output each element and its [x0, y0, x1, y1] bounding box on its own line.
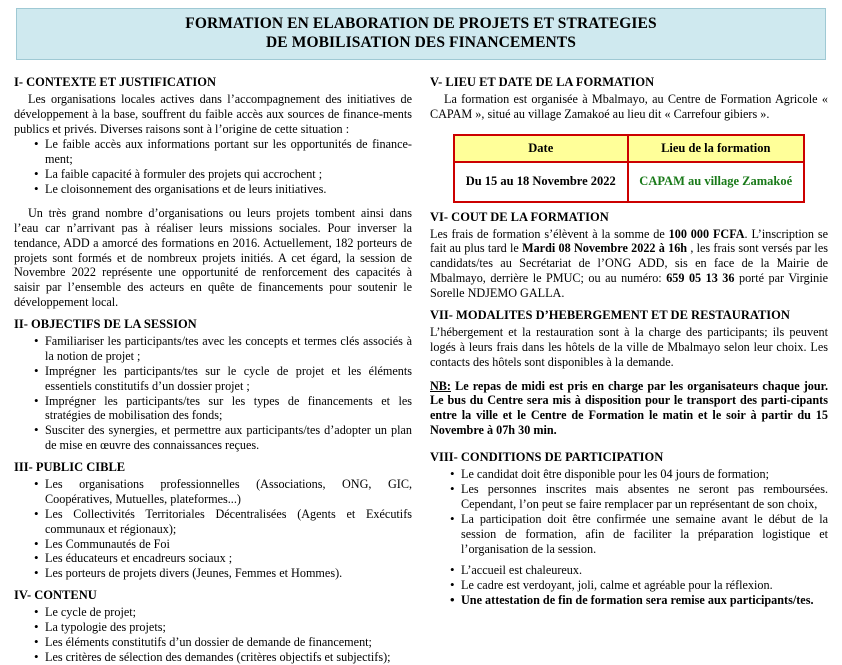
lieu-date-paragraph: La formation est organisée à Mbalmayo, au Centre de Formation Agricole « CAPAM », situé au village Zamakoé au lieu dit « Carrefour gibiers ». [430, 91, 828, 121]
section-heading-lieu-date: V- LIEU ET DATE DE LA FORMATION [430, 74, 655, 89]
section-heading-contenu: IV- CONTENU [14, 588, 97, 603]
section-heading-cout: VI- COUT DE LA FORMATION [430, 209, 609, 224]
list-item: • Le cycle de projet; [34, 605, 412, 620]
list-item: • Les porteurs de projets divers (Jeunes, Femmes et Hommes). [34, 566, 412, 581]
conditions-bullet-list-2 [430, 563, 828, 608]
section-heading-public-cible: III- PUBLIC CIBLE [14, 460, 126, 474]
section-heading-hebergement: VII- MODALITES D’HEBERGEMENT ET DE RESTAURATION [430, 307, 790, 322]
lieu-date-table [453, 134, 805, 203]
list-item: • Les éléments constitutifs d’un dossier de demande de financement; [34, 635, 412, 650]
cout-paragraph [430, 227, 828, 301]
list-item: • Les organisations professionnelles (Associations, ONG, GIC, Coopératives, Mutuelles, plateformes...) [34, 477, 412, 507]
document-title-banner [16, 8, 826, 60]
list-spacer [430, 556, 828, 562]
public-cible-bullet-list [14, 477, 412, 581]
right-column [430, 68, 828, 608]
cout-phone-number: 659 05 13 36 [666, 271, 735, 286]
list-item: • Le cadre est verdoyant, joli, calme et agréable pour la réflexion. [450, 578, 828, 593]
contenu-bullet-list [14, 605, 412, 665]
list-item-attestation: • Une attestation de fin de formation sera remise aux participants/tes. [450, 593, 828, 608]
section-heading-conditions: VIII- CONDITIONS DE PARTICIPATION [430, 450, 664, 465]
hebergement-paragraph: L’hébergement et la restauration sont à la charge des participants; ils peuvent logés à leurs frais dans les hôtels de la ville de Mbalmayo selon leur choix. Les contacts des hôtels sont disponibles à la demande. [430, 324, 828, 369]
title-line-1: FORMATION EN ELABORATION DE PROJETS ET STRATEGIES [185, 15, 657, 32]
table-header-lieu: Lieu de la formation [628, 135, 805, 162]
list-item: • Familiariser les participants/tes avec les concepts et termes clés associés à la notion de projet ; [34, 334, 412, 364]
cout-text-g: porté par Virginie Sorelle NDJEMO GALLA. [430, 271, 829, 300]
list-item: • Les personnes inscrites mais absentes ne seront pas remboursées. Cependant, l’on peut se faire remplacer par un représentant de son choix, [450, 482, 828, 512]
left-column [14, 68, 412, 665]
two-column-body [14, 68, 828, 665]
objectifs-bullet-list [14, 334, 412, 453]
list-item: • Les Communautés de Foi [34, 537, 412, 552]
contexte-bullet-list [14, 137, 412, 197]
conditions-bullet-list [430, 467, 828, 556]
list-item: • La typologie des projets; [34, 620, 412, 635]
list-item: • Les Collectivités Territoriales Décentralisées (Agents et Exécutifs communaux et régionaux); [34, 507, 412, 537]
list-item: • Susciter des synergies, et permettre aux participants/tes d’adopter un plan de mise en œuvre des connaissances reçues. [34, 423, 412, 453]
title-line-2: DE MOBILISATION DES FINANCEMENTS [266, 34, 576, 52]
list-item: • Le cloisonnement des organisations et de leurs initiatives. [34, 182, 412, 197]
table-header-row [454, 135, 804, 162]
list-item: • La participation doit être confirmée une semaine avant le début de la session de formation, afin de faciliter la préparation logistique et l’organisation de la session. [450, 512, 828, 557]
list-item: • Les éducateurs et encadreurs sociaux ; [34, 551, 412, 566]
contexte-paragraph-2: Un très grand nombre d’organisations ou leurs projets tombent ainsi dans l’eau car n’arrivant pas à réaliser leurs missions sociales. Pour inverser la tendance, ADD a amorcé des formations en 2016. Actuellement, 182 porteurs de projets sont formés et de nombreux projets initiés. A cet égard, la session de Novembre 2022 représente une opportunité de renforcement des capacités à saisir par l’ensemble des acteurs en quête de financements pour soutenir le développement local. [14, 205, 412, 310]
nb-text: Le repas de midi est pris en charge par les organisateurs chaque jour. Le bus du Centre sera mis à disposition pour le transport des parti-cipants entre la ville et le Centre de Formation le matin et le soir à partir du 15 Novembre à 07h 30 min. [430, 378, 828, 438]
contexte-paragraph-1: Les organisations locales actives dans l’accompagnement des initiatives de développement à la base, souffrent du faible accès aux sources de finance-ments publics et privés. Diverses raisons sont à l’origine de cette situation : [14, 91, 412, 136]
nb-label: NB: [430, 378, 451, 393]
table-cell-date: Du 15 au 18 Novembre 2022 [454, 162, 628, 202]
list-item: • Imprégner les participants/tes sur les types de financements et les stratégies de mobilisation des fonds; [34, 394, 412, 424]
table-header-date: Date [454, 135, 628, 162]
section-heading-objectifs: II- OBJECTIFS DE LA SESSION [14, 317, 197, 331]
list-item: • Imprégner les participants/tes sur le cycle de projet et les éléments essentiels constitutifs d’un dossier projet ; [34, 364, 412, 394]
list-item: • La faible capacité à formuler des projets qui accrochent ; [34, 167, 412, 182]
table-row [454, 162, 804, 202]
nb-note [430, 379, 828, 439]
table-cell-lieu: CAPAM au village Zamakoé [628, 162, 805, 202]
cout-text-a: Les frais de formation s’élèvent à la somme de [430, 226, 669, 241]
list-item: • Le candidat doit être disponible pour les 04 jours de formation; [450, 467, 828, 482]
list-item: • Le faible accès aux informations portant sur les opportunités de finance-ment; [34, 137, 412, 167]
list-item: • L’accueil est chaleureux. [450, 563, 828, 578]
cout-amount: 100 000 FCFA [668, 226, 745, 241]
cout-deadline: Mardi 08 Novembre 2022 à 16h [522, 241, 688, 256]
section-heading-contexte: I- CONTEXTE ET JUSTIFICATION [14, 74, 217, 89]
cout-text-e: , les frais sont versés par les candidats/tes au Secrétariat de l’ONG ADD, sis en face de la Mairie de Mbalmayo, derrière le PMUC; ou au numéro: [430, 241, 828, 286]
cout-text-c: . L’inscription se fait au plus tard le [430, 226, 828, 256]
list-item: • Les critères de sélection des demandes (critères objectifs et subjectifs); [34, 650, 412, 665]
